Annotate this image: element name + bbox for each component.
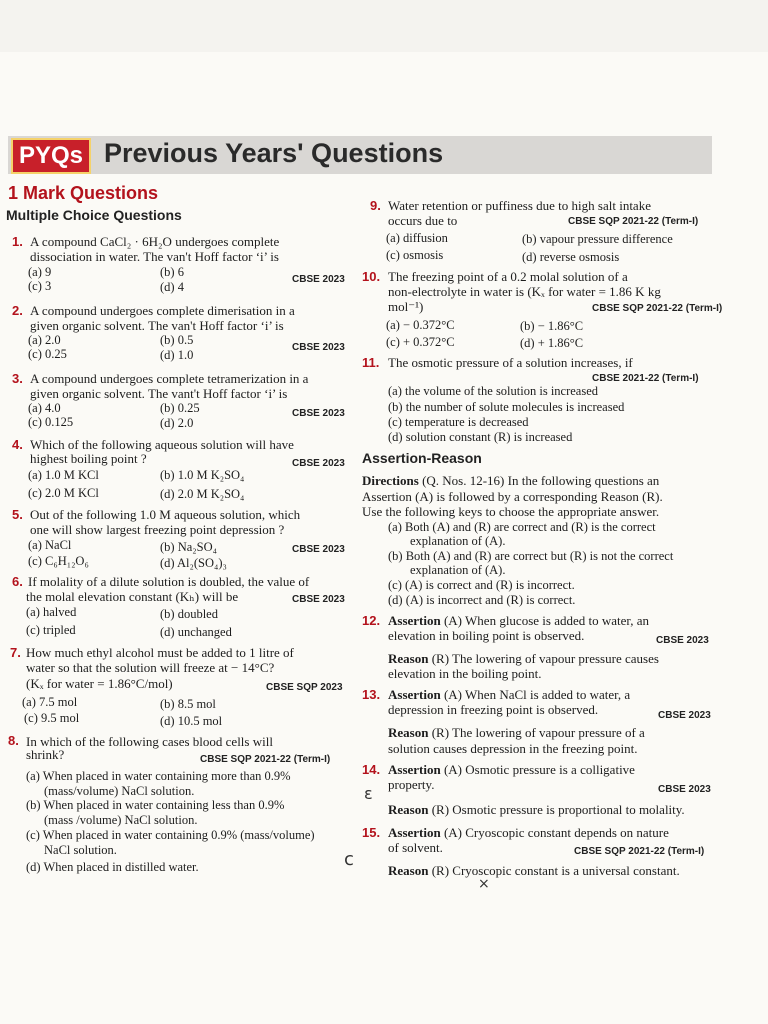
pen-mark: ε (364, 784, 373, 803)
assertion-line (388, 763, 635, 777)
option-c: (c) 0.25 (28, 347, 67, 361)
question-number: 15. (362, 825, 381, 840)
reason-label: Reason (388, 802, 429, 817)
pyqs-tag: PYQs (11, 138, 91, 174)
question-line: highest boiling point ? (30, 451, 147, 466)
question-line: The freezing point of a 0.2 molal solution of a (388, 269, 628, 284)
option-b: (b) 0.25 (160, 401, 200, 415)
assertion-line (388, 688, 630, 702)
question-number: 6. (12, 574, 23, 589)
question-line: water so that the solution will freeze at − 14°C? (26, 660, 275, 675)
source-tag: CBSE SQP 2021-22 (Term-I) (574, 846, 705, 857)
question-line: given organic solvent. The van't Hoff factor ‘i’ is (30, 318, 284, 333)
option-c: (c) osmosis (386, 248, 444, 262)
source-tag: CBSE 2023 (658, 710, 711, 721)
question-line: dissociation in water. The van't Hoff factor ‘i’ is (30, 249, 279, 264)
reason-line: solution causes depression in the freezing point. (388, 741, 638, 756)
source-tag: CBSE SQP 2021-22 (Term-I) (592, 303, 723, 314)
option-b: (b) 8.5 mol (160, 697, 216, 711)
subsection-title: Multiple Choice Questions (6, 207, 182, 223)
question-number: 9. (370, 198, 381, 213)
reason-line (388, 864, 680, 878)
option-d: (d) Al₂(SO₄)₃ (160, 556, 227, 570)
option-c: (c) 9.5 mol (24, 711, 80, 725)
question-line: (Kₓ for water = 1.86°C/mol) (26, 676, 173, 691)
option-d: (d) 10.5 mol (160, 714, 223, 728)
option-b: (b) When placed in water containing less than 0.9% (26, 798, 285, 812)
question-line: one will show largest freezing point depression ? (30, 522, 285, 537)
option-b: (b) the number of solute molecules is increased (388, 400, 625, 414)
option-a-cont: (mass/volume) NaCl solution. (44, 784, 195, 798)
option-b: (b) 0.5 (160, 333, 194, 347)
option-a: (a) the volume of the solution is increased (388, 384, 599, 398)
question-line: Which of the following aqueous solution will have (30, 437, 294, 452)
option-c: (c) 0.125 (28, 415, 74, 429)
option-c: (c) 3 (28, 279, 52, 293)
key-a: (a) Both (A) and (R) are correct and (R) is the correct (388, 520, 656, 534)
source-tag: CBSE 2023 (292, 408, 345, 419)
option-d: (d) 1.0 (160, 348, 194, 362)
question-line: The osmotic pressure of a solution increases, if (388, 355, 633, 370)
reason-text: (R) The lowering of vapour pressure causes (431, 651, 659, 666)
option-d: (d) When placed in distilled water. (26, 860, 199, 874)
question-line: If molality of a dilute solution is doubled, the value of (28, 574, 310, 589)
source-tag: CBSE 2023 (292, 594, 345, 605)
question-number: 13. (362, 687, 381, 702)
directions-line (362, 474, 659, 488)
directions-label: Directions (362, 473, 419, 488)
reason-text: (R) The lowering of vapour pressure of a (431, 725, 645, 740)
question-line: How much ethyl alcohol must be added to 1 litre of (26, 645, 294, 660)
option-c: (c) When placed in water containing 0.9% (mass/volume) (26, 828, 315, 842)
directions-text: (Q. Nos. 12-16) In the following questions an (422, 473, 660, 488)
question-number: 5. (12, 507, 23, 522)
question-number: 12. (362, 613, 381, 628)
assertion-line: depression in freezing point is observed. (388, 702, 599, 717)
assertion-text: (A) When glucose is added to water, an (443, 613, 649, 628)
assertion-text: (A) Osmotic pressure is a colligative (443, 762, 635, 777)
assertion-label: Assertion (388, 613, 441, 628)
option-b: (b) − 1.86°C (520, 319, 584, 333)
question-number: 4. (12, 437, 23, 452)
source-tag: CBSE 2023 (658, 784, 711, 795)
option-d: (d) 2.0 M K₂SO₄ (160, 487, 245, 501)
directions-line: Use the following keys to choose the appropriate answer. (362, 504, 660, 519)
key-b-cont: explanation of (A). (410, 563, 506, 577)
option-d: (d) reverse osmosis (522, 250, 620, 264)
question-line: A compound CaCl₂ · 6H₂O undergoes complete (30, 234, 280, 249)
question-number: 7. (10, 645, 21, 660)
pen-mark: × (478, 876, 490, 892)
option-b: (b) 1.0 M K₂SO₄ (160, 468, 245, 482)
question-number: 14. (362, 762, 381, 777)
option-c: (c) temperature is decreased (388, 415, 529, 429)
pen-mark: c (344, 849, 354, 870)
reason-label: Reason (388, 863, 429, 878)
assertion-text: (A) Cryoscopic constant depends on nature (443, 825, 669, 840)
option-d: (d) 4 (160, 280, 184, 294)
option-a: (a) halved (26, 605, 77, 619)
question-line: shrink? (26, 747, 65, 762)
option-c: (c) 2.0 M KCl (28, 486, 99, 500)
question-line: A compound undergoes complete tetramerization in a (30, 371, 309, 386)
reason-line (388, 652, 659, 666)
source-tag: CBSE SQP 2023 (266, 682, 343, 693)
option-b-cont: (mass /volume) NaCl solution. (44, 813, 198, 827)
option-c: (c) + 0.372°C (386, 335, 455, 349)
assertion-label: Assertion (388, 762, 441, 777)
question-line: Water retention or puffiness due to high salt intake (388, 198, 651, 213)
option-c: (c) C₆H₁₂O₆ (28, 554, 89, 568)
question-number: 11. (362, 355, 380, 370)
banner-title: Previous Years' Questions (104, 138, 444, 168)
option-d: (d) unchanged (160, 625, 232, 639)
option-b: (b) Na₂SO₄ (160, 540, 217, 554)
key-c: (c) (A) is correct and (R) is incorrect. (388, 578, 575, 592)
assertion-label: Assertion (388, 825, 441, 840)
option-a: (a) diffusion (386, 231, 448, 245)
option-b: (b) vapour pressure difference (522, 232, 673, 246)
source-tag: CBSE 2021-22 (Term-I) (592, 373, 699, 384)
question-line: occurs due to (388, 213, 458, 228)
key-b: (b) Both (A) and (R) are correct but (R) is not the correct (388, 549, 674, 563)
question-number: 2. (12, 303, 23, 318)
question-number: 8. (8, 733, 19, 748)
reason-text: (R) Cryoscopic constant is a universal constant. (431, 863, 680, 878)
assertion-reason-title: Assertion-Reason (362, 450, 482, 466)
source-tag: CBSE 2023 (292, 458, 345, 469)
option-a: (a) 9 (28, 265, 52, 279)
reason-label: Reason (388, 651, 429, 666)
question-line: the molal elevation constant (Kₕ) will be (26, 589, 239, 604)
option-a: (a) − 0.372°C (386, 318, 455, 332)
source-tag: CBSE 2023 (656, 635, 709, 646)
key-d: (d) (A) is incorrect and (R) is correct. (388, 593, 576, 607)
question-line: In which of the following cases blood cells will (26, 734, 273, 749)
option-b: (b) doubled (160, 607, 218, 621)
reason-text: (R) Osmotic pressure is proportional to molality. (431, 802, 685, 817)
section-title: 1 Mark Questions (8, 183, 159, 203)
source-tag: CBSE SQP 2021-22 (Term-I) (200, 754, 331, 765)
key-a-cont: explanation of (A). (410, 534, 506, 548)
option-a: (a) 4.0 (28, 401, 61, 415)
assertion-line: elevation in boiling point is observed. (388, 628, 585, 643)
question-line: Out of the following 1.0 M aqueous solution, which (30, 507, 301, 522)
source-tag: CBSE 2023 (292, 342, 345, 353)
assertion-line (388, 826, 669, 840)
question-line: non-electrolyte in water is (Kₓ for water = 1.86 K kg (388, 284, 661, 299)
reason-line: elevation in the boiling point. (388, 666, 542, 681)
question-line: given organic solvent. The vant't Hoff factor ‘i’ is (30, 386, 288, 401)
option-a: (a) NaCl (28, 538, 72, 552)
source-tag: CBSE SQP 2021-22 (Term-I) (568, 216, 699, 227)
question-line: A compound undergoes complete dimerisation in a (30, 303, 295, 318)
option-d: (d) + 1.86°C (520, 336, 584, 350)
option-d: (d) 2.0 (160, 416, 194, 430)
assertion-label: Assertion (388, 687, 441, 702)
question-number: 1. (12, 234, 23, 249)
reason-line (388, 803, 685, 817)
option-a: (a) 2.0 (28, 333, 61, 347)
question-number: 10. (362, 269, 381, 284)
option-c: (c) tripled (26, 623, 76, 637)
reason-label: Reason (388, 725, 429, 740)
option-a: (a) 1.0 M KCl (28, 468, 99, 482)
assertion-line: property. (388, 777, 435, 792)
option-a: (a) When placed in water containing more than 0.9% (26, 769, 291, 783)
option-a: (a) 7.5 mol (22, 695, 78, 709)
question-line: mol⁻¹) (388, 299, 424, 314)
option-c-cont: NaCl solution. (44, 843, 117, 857)
assertion-line (388, 614, 649, 628)
source-tag: CBSE 2023 (292, 544, 345, 555)
option-b: (b) 6 (160, 265, 184, 279)
assertion-line: of solvent. (388, 840, 443, 855)
directions-line: Assertion (A) is followed by a corresponding Reason (R). (362, 489, 663, 504)
question-number: 3. (12, 371, 23, 386)
assertion-text: (A) When NaCl is added to water, a (443, 687, 631, 702)
option-d: (d) solution constant (R) is increased (388, 430, 573, 444)
source-tag: CBSE 2023 (292, 274, 345, 285)
reason-line (388, 726, 645, 740)
